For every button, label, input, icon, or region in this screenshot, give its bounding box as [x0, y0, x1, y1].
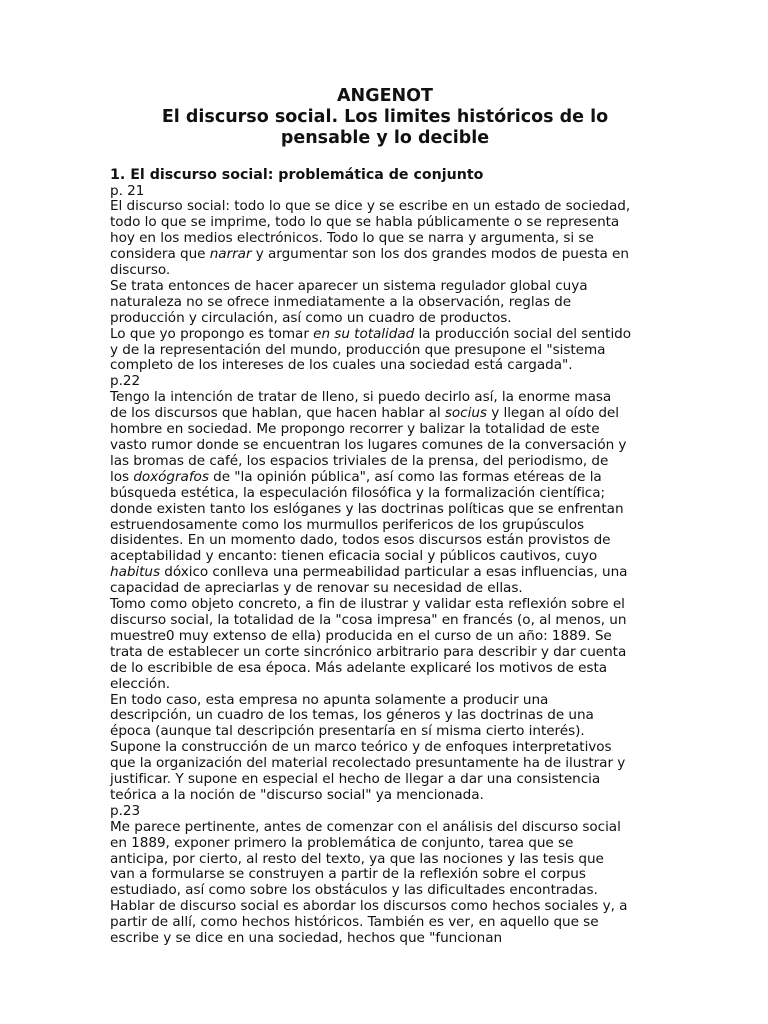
text-line [110, 772, 660, 788]
text-segment: las bromas de café, los espacios triviales de la prensa, del periodismo, de [110, 452, 609, 469]
text-segment: muestre0 muy extenso de ella) producida en el curso de un año: 1889. Se [110, 627, 612, 644]
text-line [110, 406, 660, 422]
text-line [110, 756, 660, 772]
text-line [110, 867, 660, 883]
text-segment: teórica a la noción de "discurso social" ya mencionada. [110, 786, 484, 803]
text-segment: van a formularse se construyen a partir de la reflexión sobre el corpus [110, 866, 586, 883]
text-line [110, 374, 660, 390]
text-line [110, 549, 660, 565]
text-line [110, 215, 660, 231]
text-segment: dóxico conlleva una permeabilidad particular a esas influencias, una [160, 564, 628, 581]
text-line [110, 677, 660, 693]
text-line [110, 390, 660, 406]
text-segment: vasto rumor donde se encuentran los lugares comunes de la conversación y [110, 437, 627, 453]
text-segment: considera que [110, 246, 210, 263]
text-line [110, 518, 660, 534]
text-line [110, 295, 660, 311]
text-line [110, 931, 660, 947]
text-segment: Lo que yo propongo es tomar [110, 325, 314, 342]
text-segment: Tengo la intención de tratar de lleno, si puedo decirlo así, la enorme masa [110, 389, 612, 406]
document-title [110, 86, 660, 149]
text-line [110, 486, 660, 502]
section-heading: 1. El discurso social: problemática de conjunto [110, 167, 484, 183]
text-line [110, 693, 660, 709]
text-segment: Supone la construcción de un marco teórico y de enfoques interpretativos [110, 739, 612, 756]
text-line [110, 438, 660, 454]
text-line [110, 327, 660, 343]
text-segment: donde existen tanto los eslóganes y las doctrinas políticas que se enfrentan [110, 500, 624, 517]
text-segment: anticipa, por cierto, al resto del texto, ya que las nociones y las tesis que [110, 850, 604, 867]
text-line [110, 279, 660, 295]
text-segment: justificar. Y supone en especial el hecho de llegar a dar una consistencia [110, 771, 601, 788]
text-segment: disidentes. En un momento dado, todos esos discursos están provistos de [110, 532, 611, 549]
title-line-2: pensable y lo decible [280, 128, 490, 148]
italic-term: socius [444, 405, 487, 422]
text-line [110, 899, 660, 915]
author-name: ANGENOT [337, 86, 433, 106]
document-page [110, 86, 660, 947]
text-segment: discurso social, la totalidad de la "cosa impresa" en francés (o, al menos, un [110, 611, 627, 628]
text-line [110, 597, 660, 613]
text-line [110, 231, 660, 247]
text-line [110, 645, 660, 661]
text-segment: p.23 [110, 802, 141, 819]
text-line [110, 740, 660, 756]
text-line [110, 247, 660, 263]
text-segment: completo de los intereses de los cuales una sociedad está cargada". [110, 357, 573, 374]
text-line [110, 470, 660, 486]
text-segment: En todo caso, esta empresa no apunta solamente a producir una [110, 691, 549, 708]
text-segment: Tomo como objeto concreto, a fin de ilustrar y validar esta reflexión sobre el [110, 596, 625, 613]
text-segment: la producción social del sentido [414, 325, 632, 342]
text-segment: partir de allí, como hechos históricos. También es ver, en aquello que se [110, 914, 599, 931]
text-line [110, 502, 660, 518]
text-segment: hoy en los medios electrónicos. Todo lo que se narra y argumenta, si se [110, 230, 594, 247]
text-line [110, 852, 660, 868]
text-line [110, 263, 660, 279]
italic-term: narrar [209, 246, 252, 263]
text-line [110, 915, 660, 931]
text-segment: los [110, 468, 134, 485]
text-segment: de "la opinión pública", así como las formas etéreas de la [208, 468, 602, 485]
text-segment: escribe y se dice en una sociedad, hechos que "funcionan [110, 930, 503, 947]
text-line [110, 454, 660, 470]
text-line [110, 613, 660, 629]
text-segment: que la organización del material recolectado presuntamente ha de ilustrar y [110, 755, 626, 772]
text-segment: aceptabilidad y encanto: tienen eficacia social y públicos cautivos, cuyo [110, 548, 598, 565]
text-segment: p.22 [110, 373, 141, 390]
text-segment: época (aunque tal descripción presentaría en sí misma cierto interés). [110, 723, 585, 740]
text-line [110, 581, 660, 597]
text-line [110, 533, 660, 549]
text-line [110, 565, 660, 581]
text-line [110, 883, 660, 899]
text-segment: todo lo que se imprime, todo lo que se habla públicamente o se representa [110, 214, 620, 231]
text-segment: Se trata entonces de hacer aparecer un sistema regulador global cuya [110, 277, 588, 294]
text-segment: trata de establecer un corte sincrónico arbitrario para describir y dar cuenta [110, 643, 627, 660]
body-text [110, 184, 660, 948]
text-line [110, 311, 660, 327]
text-segment: estudiado, así como sobre los obstáculos y las dificultades encontradas. [110, 882, 598, 899]
text-segment: discurso. [110, 262, 171, 279]
text-segment: descripción, un cuadro de los temas, los géneros y las doctrinas de una [110, 707, 594, 724]
italic-term: habitus [110, 564, 161, 581]
text-segment: Me parece pertinente, antes de comenzar con el análisis del discurso social [110, 818, 621, 835]
text-line [110, 804, 660, 820]
text-line [110, 836, 660, 852]
text-segment: capacidad de apreciarlas y de renovar su necesidad de ellas. [110, 580, 523, 597]
text-line [110, 724, 660, 740]
text-line [110, 343, 660, 359]
text-segment: y de la representación del mundo, producción que presupone el "sistema [110, 341, 606, 358]
text-segment: producción y circulación, así como un cuadro de productos. [110, 309, 512, 326]
text-segment: y argumentar son los dos grandes modos de puesta en [251, 246, 629, 263]
text-line [110, 820, 660, 836]
text-line [110, 788, 660, 804]
text-segment: y llegan al oído del [486, 405, 619, 422]
text-segment: elección. [110, 675, 171, 692]
italic-term: doxógrafos [133, 468, 209, 485]
text-line [110, 661, 660, 677]
text-segment: naturaleza no se ofrece inmediatamente a la observación, reglas de [110, 293, 572, 310]
text-segment: estruendosamente como los murmullos perifericos de los grupúsculos [110, 516, 585, 533]
title-line-1: El discurso social. Los limites históricos de lo [161, 107, 609, 127]
text-segment: p. 21 [110, 182, 145, 199]
italic-term: en su totalidad [313, 325, 415, 342]
text-segment: búsqueda estética, la especulación filosófica y la formalización científica; [110, 484, 606, 501]
text-line [110, 708, 660, 724]
text-line [110, 358, 660, 374]
text-segment: en 1889, exponer primero la problemática de conjunto, tarea que se [110, 834, 574, 851]
text-line [110, 184, 660, 200]
text-line [110, 199, 660, 215]
text-line [110, 422, 660, 438]
text-segment: El discurso social: todo lo que se dice y se escribe en un estado de sociedad, [110, 198, 631, 215]
text-segment: Hablar de discurso social es abordar los discursos como hechos sociales y, a [110, 898, 628, 915]
text-line [110, 629, 660, 645]
text-segment: hombre en sociedad. Me propongo recorrer y balizar la totalidad de este [110, 421, 600, 438]
text-segment: de los discursos que hablan, que hacen hablar al [110, 405, 445, 422]
text-segment: de lo escribible de esa época. Más adelante explicaré los motivos de esta [110, 659, 608, 676]
